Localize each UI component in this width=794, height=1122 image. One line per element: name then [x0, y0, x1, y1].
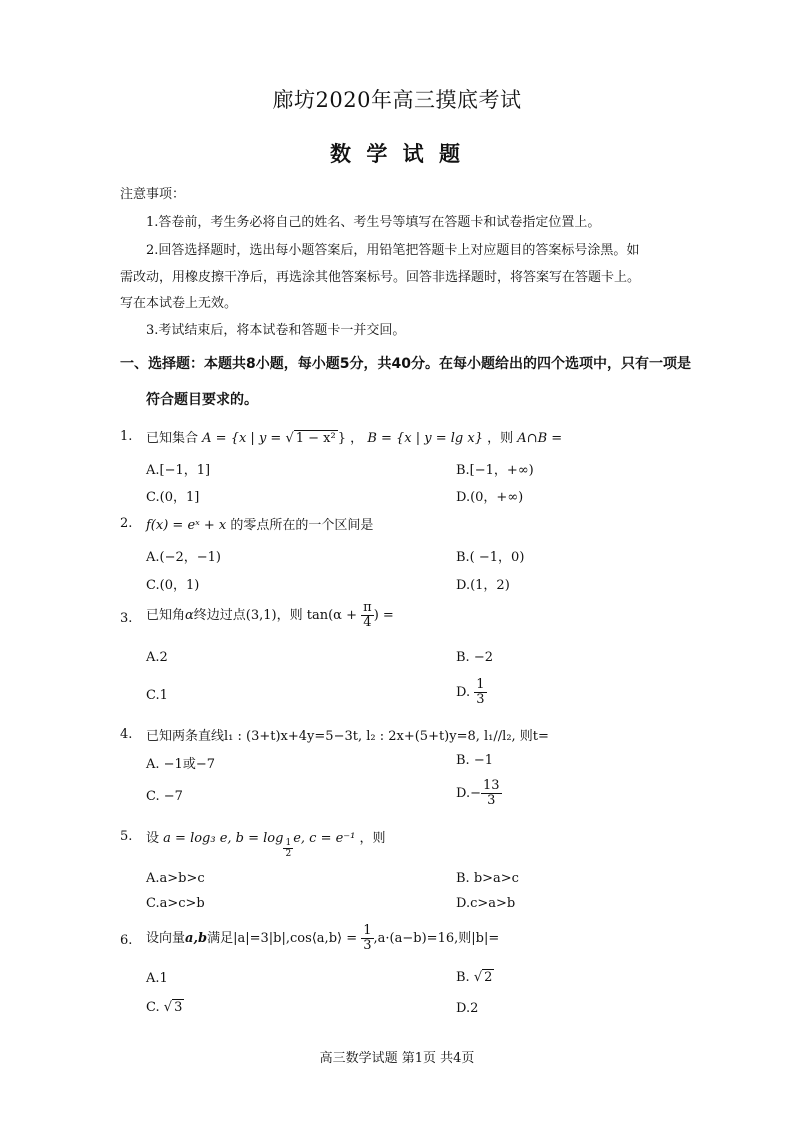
notice-item-1: 1.答卷前，考生务必将自己的姓名、考生号等填写在答题卡和试卷指定位置上。 — [146, 215, 601, 230]
option-c: C.(0，1) — [146, 578, 200, 593]
notice-item-2-line-1: 2.回答选择题时，选出每小题答案后，用铅笔把答题卡上对应题目的答案标号涂黑。如 — [146, 243, 640, 258]
option-b: B. −1 — [456, 753, 493, 768]
math-expression: a|=3|b|,cos⟨a,b⟩ = — [237, 931, 358, 946]
notice-heading: 注意事项： — [120, 187, 186, 202]
option-d: D.(1，2) — [456, 578, 510, 593]
option-d: D.c>a>b — [456, 896, 516, 911]
exam-subtitle: 数 学 试 题 — [330, 141, 464, 166]
stem-text: 已知集合 — [146, 431, 199, 446]
stem-text: ， — [350, 431, 364, 446]
question-2-stem — [146, 514, 373, 533]
sqrt-expression: 1 − x² — [295, 431, 336, 446]
question-4-stem — [146, 725, 549, 744]
fraction-base: $\frac{1}{2}$ — [285, 838, 292, 859]
option-b: B. √ 2 — [456, 970, 493, 985]
option-a: A.(−2，−1) — [146, 550, 221, 565]
math-expression: α — [185, 608, 194, 623]
math-expression: A∩B = — [517, 431, 563, 446]
math-expression: l₁ : (3+t)x+4y=5−3t, l₂ : 2x+(5+t)y=8, l₁//l₂, 则t= — [224, 729, 549, 744]
question-3-stem: 已知角α终边过点(3,1)，则 tan(α + $\frac{\pi}{4}$ ) = — [146, 600, 394, 630]
question-number: 3. — [120, 611, 133, 626]
option-c: C.1 — [146, 688, 168, 703]
notice-item-3: 3.考试结束后，将本试卷和答题卡一并交回。 — [146, 323, 406, 338]
sqrt-expression: 2 — [484, 970, 493, 985]
math-expression: tan(α + — [306, 608, 357, 623]
stem-text: 已知两条直线 — [146, 729, 225, 744]
stem-text: 设 — [146, 831, 160, 846]
option-c: C. √ 3 — [146, 1000, 183, 1015]
option-d: D.(0，+∞) — [456, 490, 524, 505]
stem-text: = — [382, 608, 394, 623]
question-5-stem — [146, 827, 386, 859]
question-6-stem — [146, 924, 499, 953]
option-b: B. −2 — [456, 650, 493, 665]
stem-text: 的零点所在的一个区间是 — [230, 518, 374, 533]
question-number: 1. — [120, 429, 133, 444]
fraction: $\frac{1}{3}$ — [363, 923, 372, 953]
notice-item-2-line-2: 需改动，用橡皮擦干净后，再选涂其他答案标号。回答非选择题时，将答案写在答题卡上。 — [120, 270, 641, 285]
option-d: D.2 — [456, 1001, 479, 1016]
sqrt-expression: 3 — [174, 1000, 183, 1015]
option-c: C.(0，1] — [146, 490, 200, 505]
option-c: C.a>c>b — [146, 896, 205, 911]
option-c: C. −7 — [146, 789, 183, 804]
math-expression: ,a·(a−b)=16,则|b|= — [373, 931, 500, 946]
option-b: B.( −1，0) — [456, 550, 525, 565]
stem-text: ，则 — [359, 831, 386, 846]
stem-text: 已知角 — [146, 608, 186, 623]
option-d: D. $\frac{1}{3}$ — [456, 677, 485, 707]
math-expression: a = log₃ e, b = log — [163, 831, 284, 846]
question-number: 4. — [120, 727, 133, 742]
fraction: $\frac{1}{3}$ — [476, 677, 485, 707]
fraction: $\frac{\pi}{4}$ — [363, 600, 372, 630]
question-1-stem: 已知集合 A = {x | y = √ 1 − x² } ， B = {x | y = lg x} ，则 A∩B = — [146, 431, 563, 446]
math-expression: A = {x | y = — [202, 431, 286, 446]
option-a: A. −1或−7 — [146, 757, 215, 772]
stem-text: 设向量 — [146, 931, 186, 946]
option-a: A.1 — [146, 971, 168, 986]
stem-text: 满足| — [207, 931, 238, 946]
option-a: A.[−1，1] — [146, 463, 211, 478]
notice-item-2-line-3: 写在本试卷上无效。 — [120, 296, 238, 311]
stem-text: 终边过点(3,1)，则 — [193, 608, 303, 623]
math-expression: f(x) = eˣ + x — [146, 518, 227, 533]
page-footer: 高三数学试题 第1页 共4页 — [319, 1051, 475, 1066]
question-number: 5. — [120, 829, 133, 844]
section-heading-line-1: 一、选择题：本题共8小题，每小题5分，共40分。在每小题给出的四个选项中，只有一项是 — [120, 356, 691, 372]
option-a: A.2 — [146, 650, 168, 665]
section-heading-line-2: 符合题目要求的。 — [146, 392, 258, 408]
question-number: 2. — [120, 516, 133, 531]
math-expression: a,b — [185, 931, 208, 946]
math-expression: e, c = e⁻¹ — [293, 831, 356, 846]
fraction: $\frac{13}{3}$ — [483, 778, 500, 808]
math-expression: B = {x | y = lg x} — [367, 431, 483, 446]
option-d: D.− $\frac{13}{3}$ — [456, 778, 500, 808]
exam-title: 廊坊2020年高三摸底考试 — [272, 88, 522, 112]
option-b: B. b>a>c — [456, 871, 519, 886]
stem-text: ，则 — [487, 431, 514, 446]
question-number: 6. — [120, 933, 133, 948]
option-b: B.[−1，+∞) — [456, 463, 534, 478]
option-a: A.a>b>c — [146, 871, 205, 886]
